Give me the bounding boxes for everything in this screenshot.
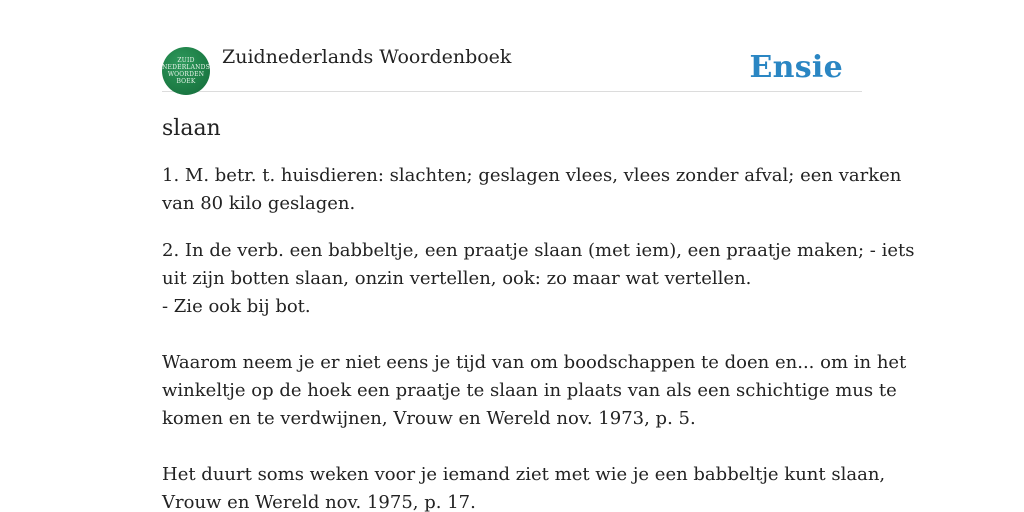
spacer	[162, 321, 862, 349]
dictionary-name-link[interactable]: Zuidnederlands Woordenboek	[222, 46, 512, 68]
quote-1-line: winkeltje op de hoek een praatje te slaan in plaats van als een schichtige mus te	[162, 380, 897, 401]
definition-1-line: van 80 kilo geslagen.	[162, 193, 356, 214]
quote-2-line: Vrouw en Wereld nov. 1975, p. 17.	[162, 492, 476, 512]
dictionary-logo[interactable]	[162, 47, 210, 95]
ensie-brand-logo[interactable]: Ensie	[749, 50, 843, 85]
quote-2-line: Het duurt soms weken voor je iemand ziet met wie je een babbeltje kunt slaan,	[162, 464, 886, 485]
header	[162, 44, 862, 92]
see-also-bot-link[interactable]: - Zie ook bij bot.	[162, 296, 311, 317]
definition-2-line: 2. In de verb. een babbeltje, een praatje slaan (met iem), een praatje maken; - iets	[162, 240, 915, 261]
definition-2-line: uit zijn botten slaan, onzin vertellen, ook: zo maar wat vertellen.	[162, 268, 752, 289]
quote-1-line: Waarom neem je er niet eens je tijd van om boodschappen te doen en... om in het	[162, 352, 907, 373]
logo-text-line: NEDERLANDS	[162, 64, 210, 71]
definition-2	[162, 237, 915, 512]
logo-text-line: BOEK	[176, 78, 196, 85]
quote-1-line: komen en te verdwijnen, Vrouw en Wereld nov. 1973, p. 5.	[162, 408, 696, 429]
definition-1	[162, 162, 902, 218]
definition-1-line: 1. M. betr. t. huisdieren: slachten; geslagen vlees, vlees zonder afval; een varken	[162, 165, 902, 186]
entry-content	[162, 116, 915, 512]
spacer	[162, 433, 862, 461]
logo-text-line: WOORDEN	[167, 71, 205, 78]
logo-text-line: ZUID	[177, 57, 195, 64]
entry-headword: slaan	[162, 116, 221, 141]
